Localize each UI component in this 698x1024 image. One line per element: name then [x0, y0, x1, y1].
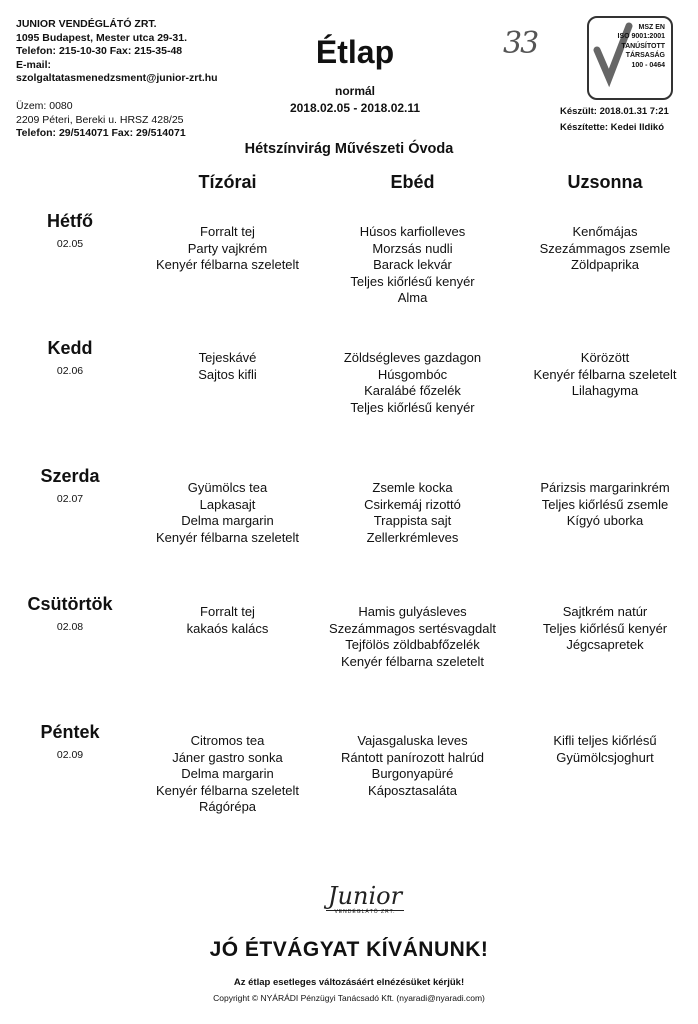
menu-cell-uzsonna — [515, 604, 695, 654]
day-label — [20, 211, 120, 250]
menu-item: Karalábé főzelék — [364, 383, 461, 398]
menu-item: Gyümölcsjoghurt — [556, 749, 654, 765]
menu-item: Teljes kiőrlésű zsemle — [541, 496, 669, 512]
company-email-label: E-mail: — [16, 58, 52, 71]
menu-item: Party vajkrém — [187, 240, 268, 256]
menu-cell-ebed — [325, 733, 500, 799]
menu-item: Kígyó uborka — [566, 513, 644, 528]
menu-item: Forralt tej — [200, 604, 255, 619]
apology-note: Az étlap esetleges változásáért elnézésüket kérjük! — [233, 977, 465, 988]
menu-item: Hamis gulyásleves — [358, 604, 467, 619]
day-name: Péntek — [40, 722, 100, 742]
day-date: 02.08 — [56, 621, 84, 633]
plant-info — [16, 100, 186, 141]
menu-item: Rágórépa — [198, 799, 257, 814]
menu-item: Káposztasaláta — [368, 782, 457, 798]
menu-item: Gyümölcs tea — [187, 480, 268, 495]
company-address: 1095 Budapest, Mester utca 29-31. — [16, 31, 187, 44]
company-info — [16, 18, 218, 86]
iso-certificate-seal — [587, 16, 673, 100]
good-appetite-message: JÓ ÉTVÁGYAT KÍVÁNUNK! — [209, 938, 489, 961]
menu-cell-ebed — [325, 224, 500, 307]
menu-item: Kenyér félbarna szeletelt — [155, 257, 300, 272]
plant-id: Üzem: 0080 — [16, 100, 73, 112]
menu-item: Rántott panírozott halrúd — [340, 749, 485, 765]
cert-line: MSZ EN — [638, 24, 665, 31]
plant-phone: Telefon: 29/514071 Fax: 29/514071 — [16, 127, 186, 139]
menu-item: Párizsis margarinkrém — [540, 480, 670, 495]
menu-item: Delma margarin — [181, 766, 274, 781]
day-date: 02.06 — [56, 365, 84, 377]
menu-item: Kenőmájas — [572, 224, 638, 239]
menu-item: Zöldségleves gazdagon — [343, 350, 482, 365]
menu-item: Teljes kiőrlésű kenyér — [542, 620, 668, 636]
day-name: Kedd — [47, 338, 93, 358]
menu-cell-ebed — [325, 604, 500, 670]
cert-line: TÁRSASÁG — [625, 52, 665, 59]
document-meta — [560, 104, 669, 136]
company-name: JUNIOR VENDÉGLÁTÓ ZRT. — [16, 18, 157, 30]
menu-item: Kifli teljes kiőrlésű — [553, 733, 657, 748]
menu-item: Trappista sajt — [373, 513, 452, 528]
menu-item: Alma — [397, 290, 428, 305]
menu-cell-uzsonna — [515, 224, 695, 274]
date-range: 2018.02.05 - 2018.02.11 — [289, 101, 421, 115]
cert-line: TANÚSÍTOTT — [621, 43, 665, 50]
day-name: Szerda — [40, 466, 100, 486]
menu-cell-ebed — [325, 350, 500, 416]
menu-item: Jégcsapretek — [566, 637, 644, 652]
menu-cell-uzsonna — [515, 480, 695, 530]
day-label — [20, 594, 120, 633]
menu-cell-tizorai — [140, 733, 315, 816]
menu-item: Burgonyapüré — [371, 766, 454, 781]
menu-item: Kenyér félbarna szeletelt — [533, 366, 677, 382]
menu-item: Zsemle kocka — [372, 480, 453, 495]
menu-cell-tizorai — [140, 350, 315, 383]
menu-item: Citromos tea — [190, 733, 265, 748]
column-header-tizorai: Tízórai — [198, 172, 257, 192]
menu-item: Kenyér félbarna szeletelt — [340, 653, 485, 669]
column-header-ebed: Ebéd — [390, 172, 435, 192]
plant-address: 2209 Péteri, Bereki u. HRSZ 428/25 — [16, 113, 184, 126]
menu-item: Húsos karfiolleves — [359, 224, 466, 239]
institution-name: Hétszínvirág Művészeti Óvoda — [244, 141, 454, 157]
menu-item: Szezámmagos sertésvagdalt — [329, 620, 496, 636]
copyright: Copyright © NYÁRÁDI Pénzügyi Tanácsadó Kft. (nyaradi@nyaradi.com) — [213, 993, 485, 1003]
menu-item: Húsgombóc — [377, 366, 448, 382]
menu-item: Delma margarin — [181, 513, 274, 528]
menu-item: Lilahagyma — [571, 383, 639, 398]
menu-item: Teljes kiőrlésű kenyér — [350, 399, 475, 415]
menu-cell-ebed — [325, 480, 500, 546]
menu-item: kakaós kalács — [186, 620, 269, 636]
menu-item: Forralt tej — [200, 224, 255, 239]
junior-logo — [320, 884, 410, 915]
menu-item: Barack lekvár — [373, 257, 452, 272]
menu-item: Lapkasajt — [199, 496, 256, 512]
menu-item: Zellerkrémleves — [366, 529, 459, 545]
created-date: Készült: 2018.01.31 7:21 — [560, 106, 669, 117]
day-date: 02.07 — [56, 493, 84, 505]
menu-item: Jáner gastro sonka — [172, 749, 283, 765]
author: Készítette: Kedei Ildikó — [560, 122, 664, 133]
menu-item: Kenyér félbarna szeletelt — [155, 782, 300, 798]
handwritten-number: 33 — [503, 26, 538, 61]
menu-item: Morzsás nudli — [372, 240, 453, 256]
menu-item: Zöldpaprika — [571, 257, 639, 272]
menu-item: Szezámmagos zsemle — [539, 240, 671, 256]
menu-cell-uzsonna — [515, 350, 695, 400]
day-name: Hétfő — [47, 211, 93, 231]
day-label — [20, 722, 120, 761]
logo-subtitle: VENDÉGLÁTÓ ZRT. — [334, 909, 396, 915]
menu-item: Tejeskávé — [198, 350, 257, 365]
company-email: szolgaltatasmenedzsment@junior-zrt.hu — [16, 72, 218, 84]
day-label — [20, 466, 120, 505]
company-phone: Telefon: 215-10-30 Fax: 215-35-48 — [16, 45, 183, 57]
menu-cell-tizorai — [140, 604, 315, 637]
day-name: Csütörtök — [27, 594, 113, 614]
menu-item: Sajtkrém natúr — [562, 604, 648, 619]
menu-item: Tejfölös zöldbabfőzelék — [345, 637, 480, 652]
menu-item: Kenyér félbarna szeletelt — [155, 529, 300, 545]
cert-line: ISO 9001:2001 — [617, 33, 665, 40]
menu-item: Teljes kiőrlésű kenyér — [350, 273, 475, 289]
menu-cell-tizorai — [140, 224, 315, 274]
column-header-uzsonna: Uzsonna — [567, 172, 643, 192]
day-date: 02.05 — [56, 238, 84, 250]
page-title: Étlap — [315, 34, 395, 70]
cert-line: 100 - 0464 — [631, 62, 665, 69]
menu-cell-uzsonna — [515, 733, 695, 766]
day-date: 02.09 — [56, 749, 84, 761]
menu-item: Csirkemáj rizottó — [364, 496, 461, 512]
menu-cell-tizorai — [140, 480, 315, 546]
menu-item: Körözött — [580, 350, 630, 365]
menu-item: Sajtos kifli — [198, 366, 257, 382]
menu-type: normál — [334, 84, 375, 98]
menu-item: Vajasgaluska leves — [357, 733, 468, 748]
logo-word: Junior — [327, 882, 403, 910]
day-label — [20, 338, 120, 377]
